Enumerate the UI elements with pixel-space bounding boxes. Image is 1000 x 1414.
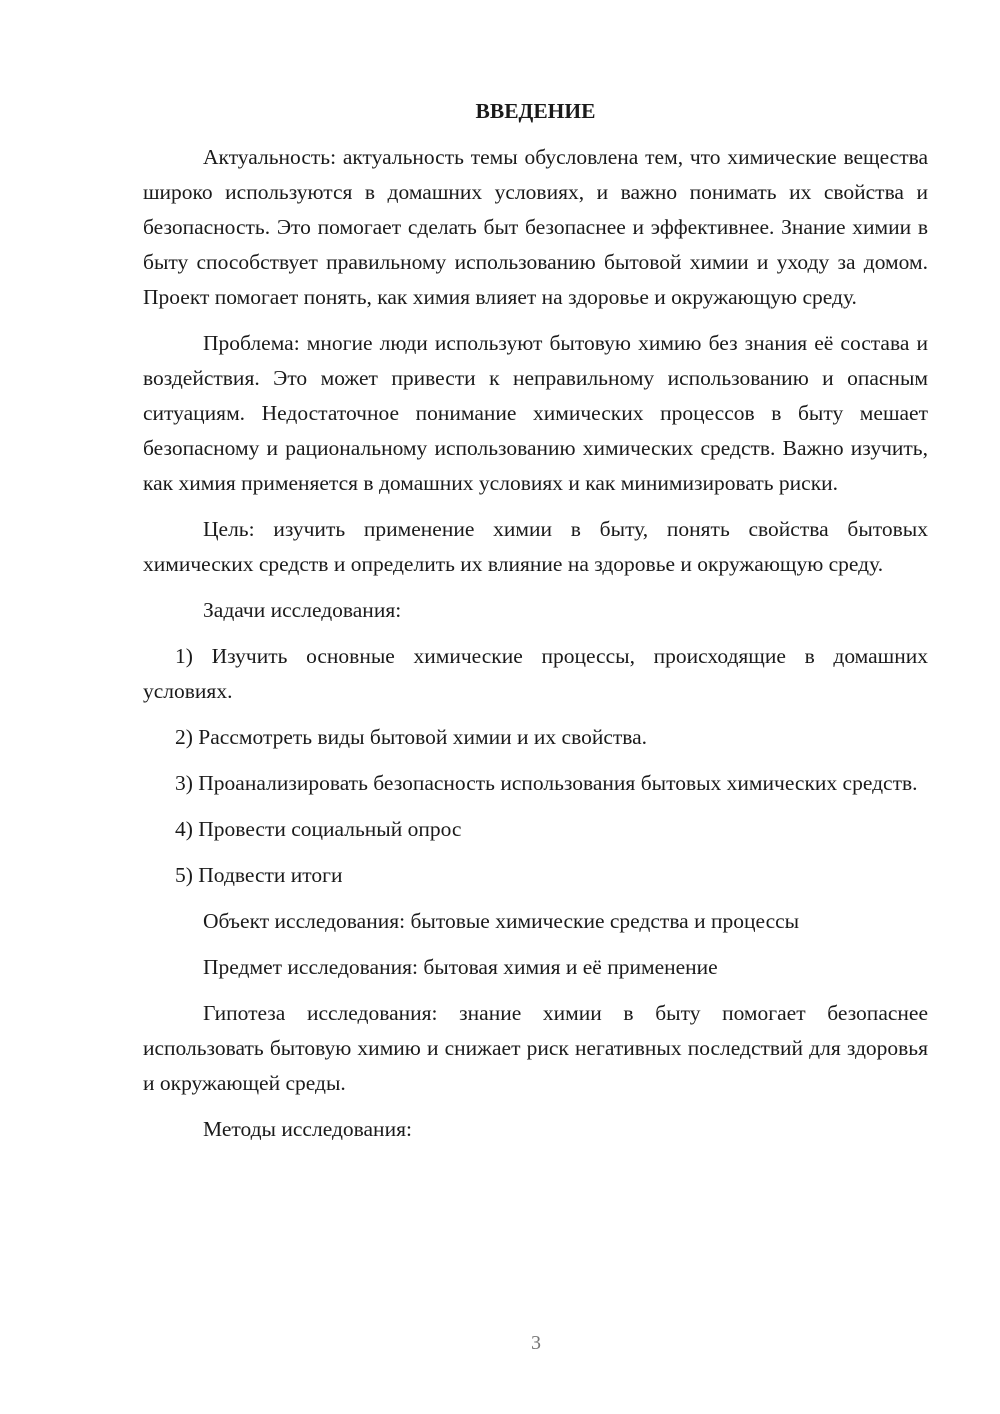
goal-paragraph: Цель: изучить применение химии в быту, понять свойства бытовых химических средств и определить их влияние на здоровье и окружающую среду. bbox=[143, 517, 928, 576]
methods-title: Методы исследования: bbox=[203, 1117, 412, 1141]
task-item: 1) Изучить основные химические процессы, происходящие в домашних условиях. bbox=[143, 644, 928, 703]
tasks-title: Задачи исследования: bbox=[203, 598, 402, 622]
task-item: 3) Проанализировать безопасность использования бытовых химических средств. bbox=[175, 771, 918, 795]
page-number: 3 bbox=[531, 1332, 541, 1354]
section-heading: ВВЕДЕНИЕ bbox=[475, 99, 596, 123]
subject-paragraph: Предмет исследования: бытовая химия и её применение bbox=[203, 955, 718, 979]
task-item: 2) Рассмотреть виды бытовой химии и их свойства. bbox=[175, 725, 648, 749]
relevance-paragraph: Актуальность: актуальность темы обусловлена тем, что химические вещества широко используются в домашних условиях, и важно понимать их свойства и безопасность. Это помогает сделать быт безопаснее и эффективнее. Знание химии в быту способствует правильному использованию бытовой химии и уходу за домом. Проект помогает понять, как химия влияет на здоровье и окружающую среду. bbox=[143, 145, 928, 309]
task-item: 5) Подвести итоги bbox=[175, 863, 343, 887]
hypothesis-paragraph: Гипотеза исследования: знание химии в быту помогает безопаснее использовать бытовую химию и снижает риск негативных последствий для здоровья и окружающей среды. bbox=[143, 1001, 928, 1095]
problem-paragraph: Проблема: многие люди используют бытовую химию без знания её состава и воздействия. Это может привести к неправильному использованию и опасным ситуациям. Недостаточное понимание химических процессов в быту мешает безопасному и рациональному использованию химических средств. Важно изучить, как химия применяется в домашних условиях и как минимизировать риски. bbox=[143, 331, 928, 495]
object-paragraph: Объект исследования: бытовые химические средства и процессы bbox=[203, 909, 800, 933]
task-item: 4) Провести социальный опрос bbox=[175, 817, 462, 841]
document-page bbox=[143, 94, 928, 1158]
